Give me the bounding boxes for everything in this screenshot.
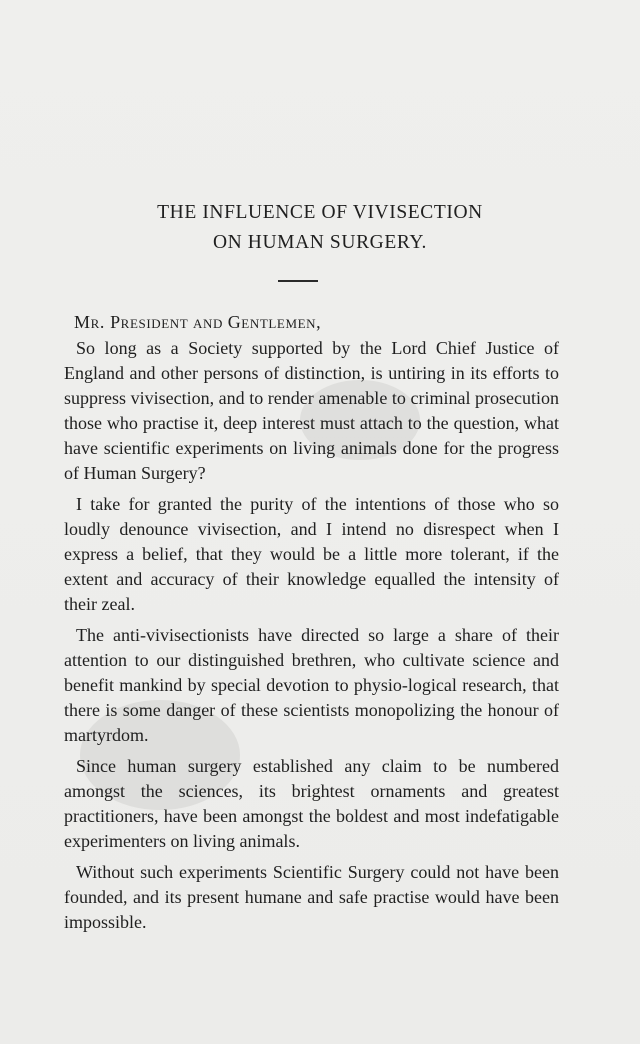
paragraph: I take for granted the purity of the intentions of those who so loudly denounce vivisection, and I intend no disrespect when I express a belief, that they would be a little more tolerant, if the extent and accuracy of their knowledge equalled the intensity of their zeal. xyxy=(64,494,559,614)
title-line-2: ON HUMAN SURGERY. xyxy=(212,232,428,253)
paragraph: Without such experiments Scientific Surgery could not have been founded, and its present humane and safe practise would have been impossible. xyxy=(64,862,559,932)
paragraph: The anti-vivisectionists have directed so large a share of their attention to our distinguished brethren, who cultivate science and benefit mankind by special devotion to physio-logical research, that there is some danger of these scientists monopolizing the honour of martyrdom. xyxy=(64,625,559,745)
salutation-gentlemen: Gentlemen, xyxy=(227,312,322,332)
salutation xyxy=(74,312,321,333)
title-divider xyxy=(278,280,318,282)
salutation-president: Mr. President xyxy=(74,312,189,332)
title-line-1: THE INFLUENCE OF VIVISECTION xyxy=(157,202,483,223)
paragraph: So long as a Society supported by the Lord Chief Justice of England and other persons of distinction, is untiring in its efforts to suppress vivisection, and to render amenable to criminal prosecution those who practise it, deep interest must attach to the question, what have scientific experiments on living animals done for the progress of Human Surgery? xyxy=(64,338,559,483)
body-text xyxy=(64,336,559,941)
paragraph: Since human surgery established any claim to be numbered amongst the sciences, its brightest ornaments and greatest practitioners, have been amongst the boldest and most indefatigable experimenters on living animals. xyxy=(64,756,559,851)
salutation-and: and xyxy=(193,312,223,332)
